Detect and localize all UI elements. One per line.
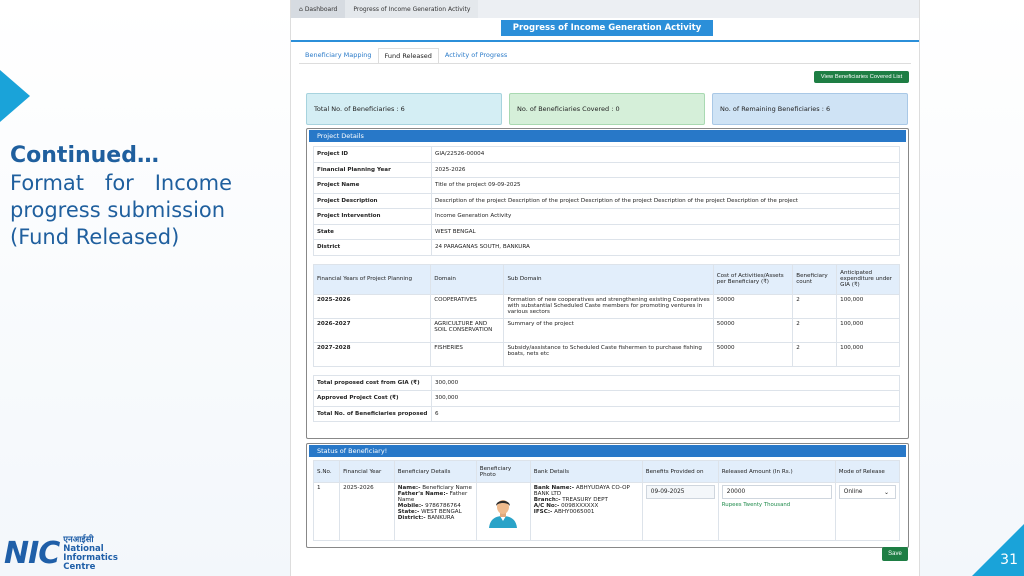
totals-value: 300,000 (432, 375, 900, 391)
status-column-header: Beneficiary Details (394, 461, 476, 483)
cell-bank-details (530, 483, 642, 541)
project-info-value: Income Generation Activity (432, 209, 900, 225)
value-name: Beneficiary Name (422, 485, 472, 491)
value-mobile: 9786786764 (425, 503, 461, 509)
label-district: District:- (397, 515, 426, 521)
table-row (314, 483, 900, 541)
tab-fund-released[interactable]: Fund Released (378, 48, 439, 64)
label-bank-name: Bank Name:- (533, 485, 575, 491)
breadcrumb (291, 0, 919, 18)
project-info-row (314, 209, 900, 225)
planning-column-header: Beneficiary count (793, 264, 837, 294)
project-info-row (314, 162, 900, 178)
project-info-value: 24 PARAGANAS SOUTH, BANKURA (432, 240, 900, 256)
stat-total-beneficiaries: Total No. of Beneficiaries : 6 (306, 93, 502, 125)
planning-column-header: Cost of Activities/Assets per Beneficiary (₹) (713, 264, 793, 294)
totals-row (314, 406, 900, 422)
tab-beneficiary-mapping[interactable]: Beneficiary Mapping (305, 51, 372, 59)
cell-photo (476, 483, 530, 541)
table-row (314, 342, 900, 366)
planning-cell: 2027-2028 (314, 342, 431, 366)
nic-logo-line-2: Informatics (63, 553, 118, 563)
nic-logo-line-3: Centre (63, 562, 96, 572)
page-number: 31 (1000, 552, 1018, 568)
planning-cell: 2 (793, 318, 837, 342)
planning-cell: Subsidy/assistance to Scheduled Caste fishermen to purchase fishing boats, nets etc (504, 342, 713, 366)
corner-decoration (972, 524, 1024, 576)
status-column-header: Mode of Release (835, 461, 899, 483)
benefit-date-input[interactable]: 09-09-2025 (646, 485, 715, 499)
decorative-triangle (0, 70, 30, 122)
project-info-row (314, 178, 900, 194)
status-column-header: Benefits Provided on (642, 461, 718, 483)
value-bank-name: ABHYUDAYA CO-OP BANK LTD (533, 485, 630, 497)
project-info-label: Financial Planning Year (314, 162, 432, 178)
tab-bar (299, 48, 513, 64)
mode-of-release-select[interactable] (839, 485, 896, 499)
project-info-row (314, 193, 900, 209)
stat-remaining-beneficiaries: No. of Remaining Beneficiaries : 6 (712, 93, 908, 125)
project-info-row (314, 224, 900, 240)
planning-cell: 50000 (713, 294, 793, 318)
totals-table (313, 375, 900, 423)
beneficiary-status-table (313, 460, 900, 541)
tab-activity-of-progress[interactable]: Activity of Progress (444, 51, 508, 59)
value-state: WEST BENGAL (421, 509, 462, 515)
totals-label: Total proposed cost from GIA (₹) (314, 375, 432, 391)
nic-logo-text (63, 536, 118, 572)
breadcrumb-home-label: Dashboard (304, 5, 338, 13)
planning-cell: 2025-2026 (314, 294, 431, 318)
project-info-label: District (314, 240, 432, 256)
project-info-row (314, 240, 900, 256)
project-info-value: Description of the project Description of the project Description of the project Description of the project Description of the project (432, 193, 900, 209)
project-info-label: Project Description (314, 193, 432, 209)
planning-cell: 2 (793, 342, 837, 366)
value-father: Father Name (397, 491, 468, 503)
project-info-table (313, 146, 900, 256)
breadcrumb-current: Progress of Income Generation Activity (345, 0, 478, 18)
planning-cell: 100,000 (837, 318, 900, 342)
beneficiary-avatar (483, 496, 523, 528)
page-title: Progress of Income Generation Activity (501, 20, 713, 36)
cell-mode (835, 483, 899, 541)
planning-cell: 50000 (713, 318, 793, 342)
value-account: 0098XXXXXX (561, 503, 599, 509)
status-column-header: Released Amount (In Rs.) (718, 461, 835, 483)
value-district: BANKURA (427, 515, 455, 521)
value-branch: TREASURY DEPT (562, 497, 608, 503)
project-details-section (306, 128, 909, 439)
label-father: Father's Name:- (397, 491, 448, 497)
cell-year: 2025-2026 (340, 483, 395, 541)
cell-benefit-date (642, 483, 718, 541)
label-branch: Branch:- (533, 497, 561, 503)
nic-logo-hindi: एनआईसी (63, 535, 94, 545)
planning-cell: COOPERATIVES (431, 294, 504, 318)
planning-cell: 100,000 (837, 294, 900, 318)
label-state: State:- (397, 509, 420, 515)
caption-line-3: (Fund Released) (10, 225, 180, 249)
status-column-header: Beneficiary Photo (476, 461, 530, 483)
cell-beneficiary-details (394, 483, 476, 541)
totals-value: 6 (432, 406, 900, 422)
beneficiary-status-section (306, 443, 909, 548)
caption-continued: Continued… (10, 143, 159, 168)
planning-cell: 2 (793, 294, 837, 318)
planning-cell: 50000 (713, 342, 793, 366)
person-avatar-icon (483, 496, 523, 528)
table-row (314, 318, 900, 342)
stat-beneficiaries-covered: No. of Beneficiaries Covered : 0 (509, 93, 705, 125)
totals-value: 300,000 (432, 391, 900, 407)
totals-row (314, 375, 900, 391)
planning-cell: FISHERIES (431, 342, 504, 366)
status-column-header: Financial Year (340, 461, 395, 483)
planning-cell: 2026-2027 (314, 318, 431, 342)
nic-logo (4, 536, 118, 572)
breadcrumb-home[interactable] (291, 0, 345, 18)
app-window (290, 0, 920, 576)
planning-cell: 100,000 (837, 342, 900, 366)
planning-cell: Formation of new cooperatives and strengthening existing Cooperatives with substantial Scheduled Caste members for promoting ventures in various sectors (504, 294, 713, 318)
nic-logo-line-1: National (63, 544, 104, 554)
planning-column-header: Anticipated expenditure under GIA (₹) (837, 264, 900, 294)
project-info-label: Project Name (314, 178, 432, 194)
tabs-divider (299, 63, 911, 64)
slide-caption (10, 142, 232, 251)
project-details-heading: Project Details (309, 130, 906, 142)
mode-selected-value: Online (843, 489, 863, 495)
cell-released-amount (718, 483, 835, 541)
released-amount-input[interactable]: 20000 (722, 485, 832, 499)
beneficiary-status-heading: Status of Beneficiary! (309, 445, 906, 457)
table-row (314, 294, 900, 318)
view-beneficiaries-covered-button[interactable]: View Beneficiaries Covered List (814, 71, 909, 83)
status-column-header: S.No. (314, 461, 340, 483)
caption-line-1: Format for Income (10, 171, 232, 195)
label-name: Name:- (397, 485, 421, 491)
planning-column-header: Financial Years of Project Planning (314, 264, 431, 294)
project-info-label: State (314, 224, 432, 240)
planning-cell: Summary of the project (504, 318, 713, 342)
chevron-down-icon: ⌄ (883, 488, 889, 496)
caption-line-2: progress submission (10, 198, 226, 222)
status-column-header: Bank Details (530, 461, 642, 483)
save-button[interactable]: Save (882, 547, 908, 561)
planning-cell: AGRICULTURE AND SOIL CONSERVATION (431, 318, 504, 342)
cell-sno: 1 (314, 483, 340, 541)
totals-row (314, 391, 900, 407)
project-info-value: Title of the project 09-09-2025 (432, 178, 900, 194)
label-ifsc: IFSC:- (533, 509, 553, 515)
nic-logo-mark: NIC (4, 536, 60, 571)
home-icon: ⌂ (299, 5, 303, 13)
project-info-row (314, 147, 900, 163)
label-account: A/C No:- (533, 503, 560, 509)
project-info-label: Project ID (314, 147, 432, 163)
project-info-value: WEST BENGAL (432, 224, 900, 240)
planning-table (313, 264, 900, 367)
label-mobile: Mobile:- (397, 503, 424, 509)
amount-in-words: Rupees Twenty Thousand (721, 502, 791, 508)
title-divider (291, 40, 919, 42)
totals-label: Approved Project Cost (₹) (314, 391, 432, 407)
value-ifsc: ABHY0065001 (554, 509, 595, 515)
totals-label: Total No. of Beneficiaries proposed (314, 406, 432, 422)
planning-column-header: Domain (431, 264, 504, 294)
project-info-label: Project Intervention (314, 209, 432, 225)
project-info-value: GIA/22526-00004 (432, 147, 900, 163)
project-info-value: 2025-2026 (432, 162, 900, 178)
planning-column-header: Sub Domain (504, 264, 713, 294)
